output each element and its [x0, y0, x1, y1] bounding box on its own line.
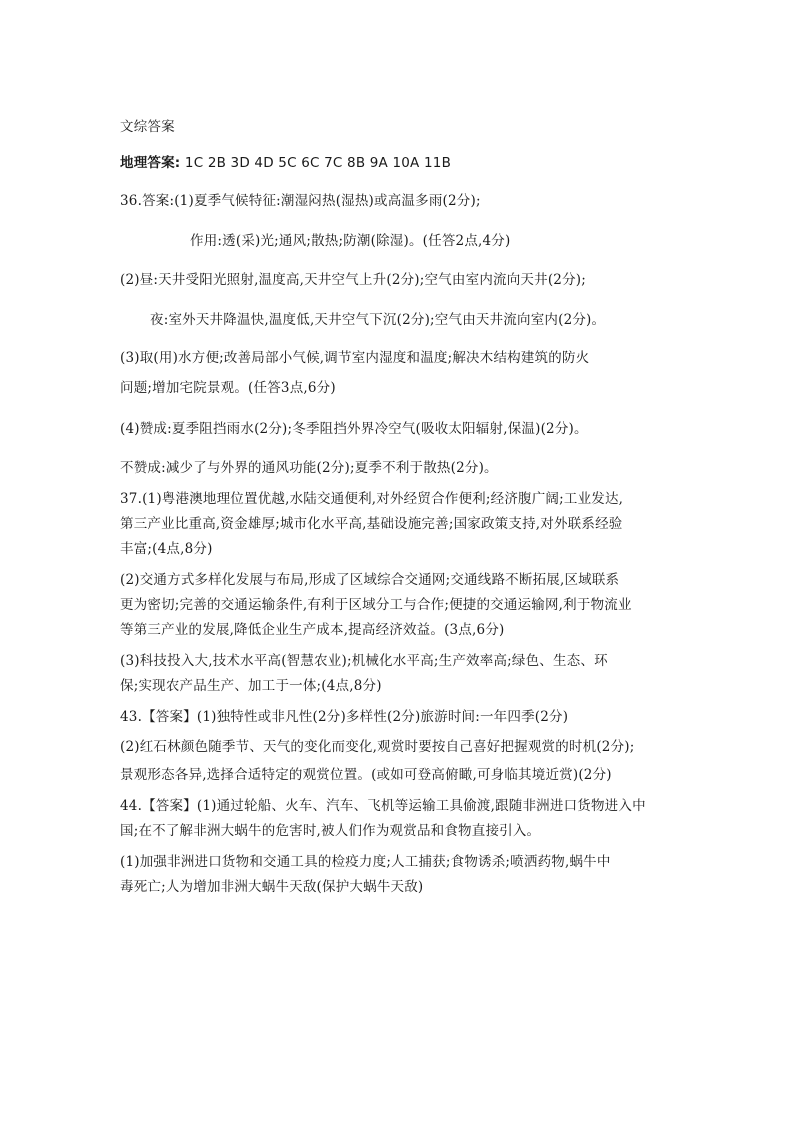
- q44-line-1: 44.【答案】(1)通过轮船、火车、汽车、飞机等运输工具偷渡,跟随非洲进口货物进入中: [120, 798, 646, 814]
- q36-line-7: (4)赞成:夏季阻挡雨水(2分);冬季阻挡外界冷空气(吸收太阳辐射,保温)(2分)。: [120, 421, 588, 437]
- geo-answers-values: 1C 2B 3D 4D 5C 6C 7C 8B 9A 10A 11B: [184, 155, 452, 171]
- q37-line-6: 等第三产业的发展,降低企业生产成本,提高经济效益。(3点,6分): [120, 622, 505, 638]
- document-title: 文综答案: [120, 119, 175, 135]
- q43-line-1: 43.【答案】(1)独特性或非凡性(2分)多样性(2分)旅游时间:一年四季(2分): [120, 709, 569, 725]
- q36-line-3: (2)昼:天井受阳光照射,温度高,天井空气上升(2分);空气由室内流向天井(2分);: [120, 272, 586, 288]
- q43-line-2: (2)红石林颜色随季节、天气的变化而变化,观赏时要按自己喜好把握观赏的时机(2分);: [120, 739, 635, 755]
- q36-line-1: 36.答案:(1)夏季气候特征:潮湿闷热(湿热)或高温多雨(2分);: [120, 193, 481, 209]
- q36-line-5: (3)取(用)水方便;改善局部小气候,调节室内湿度和温度;解决木结构建筑的防火: [120, 350, 590, 366]
- q36-line-2: 作用:透(采)光;通风;散热;防潮(除湿)。(任答2点,4分): [190, 233, 511, 249]
- geo-answers-label: 地理答案:: [120, 155, 181, 171]
- q36-line-8: 不赞成:减少了与外界的通风功能(2分);夏季不利于散热(2分)。: [120, 460, 498, 476]
- q37-line-3: 丰富;(4点,8分): [120, 541, 213, 557]
- q44-line-4: 毒死亡;人为增加非洲大蜗牛天敌(保护大蜗牛天敌): [120, 879, 424, 895]
- q37-line-2: 第三产业比重高,资金雄厚;城市化水平高,基础设施完善;国家政策支持,对外联系经验: [120, 516, 623, 532]
- q43-line-3: 景观形态各异,选择合适特定的观赏位置。(或如可登高俯瞰,可身临其境近赏)(2分): [120, 767, 612, 783]
- q37-line-5: 更为密切;完善的交通运输条件,有利于区域分工与合作;便捷的交通运输网,利于物流业: [120, 597, 632, 613]
- q36-line-4: 夜:室外天井降温快,温度低,天井空气下沉(2分);空气由天井流向室内(2分)。: [150, 312, 606, 328]
- geo-answers-line: [120, 154, 451, 172]
- q44-line-2: 国;在不了解非洲大蜗牛的危害时,被人们作为观赏品和食物直接引入。: [120, 823, 541, 839]
- q37-line-4: (2)交通方式多样化发展与布局,形成了区域综合交通网;交通线路不断拓展,区域联系: [120, 572, 620, 588]
- q37-line-7: (3)科技投入大,技术水平高(智慧农业);机械化水平高;生产效率高;绿色、生态、环: [120, 653, 608, 669]
- q36-line-6: 问题;增加宅院景观。(任答3点,6分): [120, 380, 336, 396]
- q37-line-1: 37.(1)粤港澳地理位置优越,水陆交通便利,对外经贸合作便利;经济腹广阔;工业发达,: [120, 491, 624, 507]
- q37-line-8: 保;实现农产品生产、加工于一体;(4点,8分): [120, 678, 382, 694]
- q44-line-3: (1)加强非洲进口货物和交通工具的检疫力度;人工捕获;食物诱杀;喷洒药物,蜗牛中: [120, 854, 611, 870]
